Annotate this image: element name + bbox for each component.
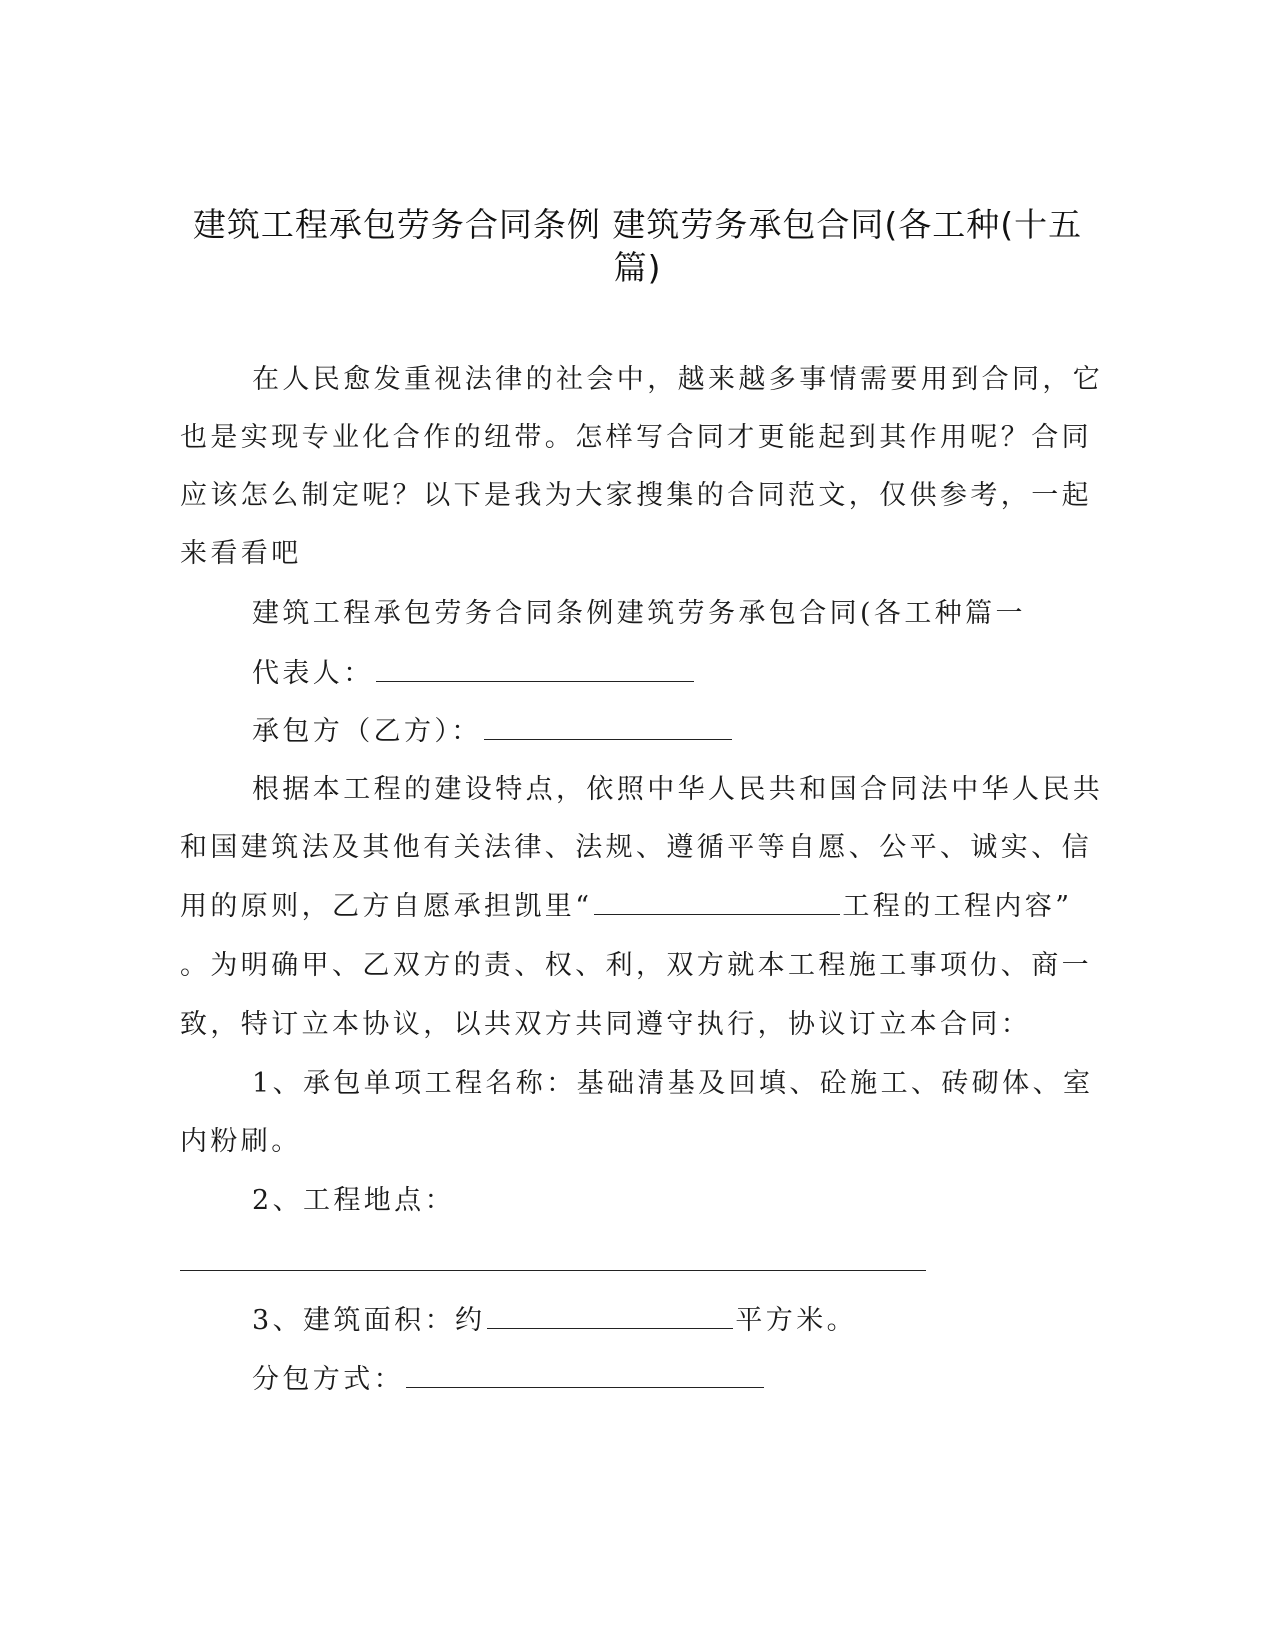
subcontract-label: 分包方式：	[252, 1364, 404, 1395]
document-title-line-2: 篇)	[613, 248, 662, 287]
item-1-line: 内粉刷。	[180, 1126, 302, 1157]
document-title-line-1: 建筑工程承包劳务合同条例 建筑劳务承包合同(各工种(十五	[192, 205, 1083, 244]
intro-paragraph-line: 来看看吧	[180, 538, 302, 569]
basis-paragraph-line: 致，特订立本协议，以共双方共同遵守执行，协议订立本合同：	[180, 1009, 1032, 1040]
representative-label: 代表人：	[252, 658, 374, 689]
representative-field	[252, 655, 696, 692]
item-2-label: 2、工程地点：	[252, 1185, 455, 1216]
work-location-blank	[180, 1270, 926, 1271]
intro-paragraph-line: 在人民愈发重视法律的社会中，越来越多事情需要用到合同，它	[252, 364, 1104, 395]
basis-paragraph-line: 根据本工程的建设特点，依照中华人民共和国合同法中华人民共	[252, 774, 1104, 805]
floor-area-blank	[487, 1302, 733, 1329]
section-heading: 建筑工程承包劳务合同条例建筑劳务承包合同(各工种篇一	[252, 598, 1026, 629]
basis-line-prefix: 用的原则，乙方自愿承担凯里“	[180, 891, 593, 922]
item-3-suffix: 平方米。	[735, 1305, 857, 1336]
basis-paragraph-line: 和国建筑法及其他有关法律、法规、遵循平等自愿、公平、诚实、信	[180, 832, 1092, 863]
item-3-prefix: 3、建筑面积：约	[252, 1305, 486, 1336]
subcontract-field	[252, 1361, 766, 1398]
intro-paragraph-line: 应该怎么制定呢？以下是我为大家搜集的合同范文，仅供参考，一起	[180, 480, 1092, 511]
basis-line-suffix: 工程的工程内容”	[842, 891, 1073, 922]
basis-paragraph-line: 。为明确甲、乙双方的责、权、利，双方就本工程施工事项仂、商一	[180, 950, 1092, 981]
basis-paragraph-line	[180, 888, 1072, 925]
contractor-field	[252, 713, 734, 750]
contractor-label: 承包方（乙方）：	[252, 716, 482, 747]
item-3-field	[252, 1302, 857, 1339]
intro-paragraph-line: 也是实现专业化合作的纽带。怎样写合同才更能起到其作用呢？合同	[180, 422, 1092, 453]
project-name-blank	[594, 888, 840, 915]
contractor-blank	[484, 713, 732, 740]
item-1-line: 1、承包单项工程名称：基础清基及回填、砼施工、砖砌体、室	[252, 1068, 1094, 1099]
subcontract-blank	[406, 1361, 764, 1388]
representative-blank	[376, 655, 694, 682]
